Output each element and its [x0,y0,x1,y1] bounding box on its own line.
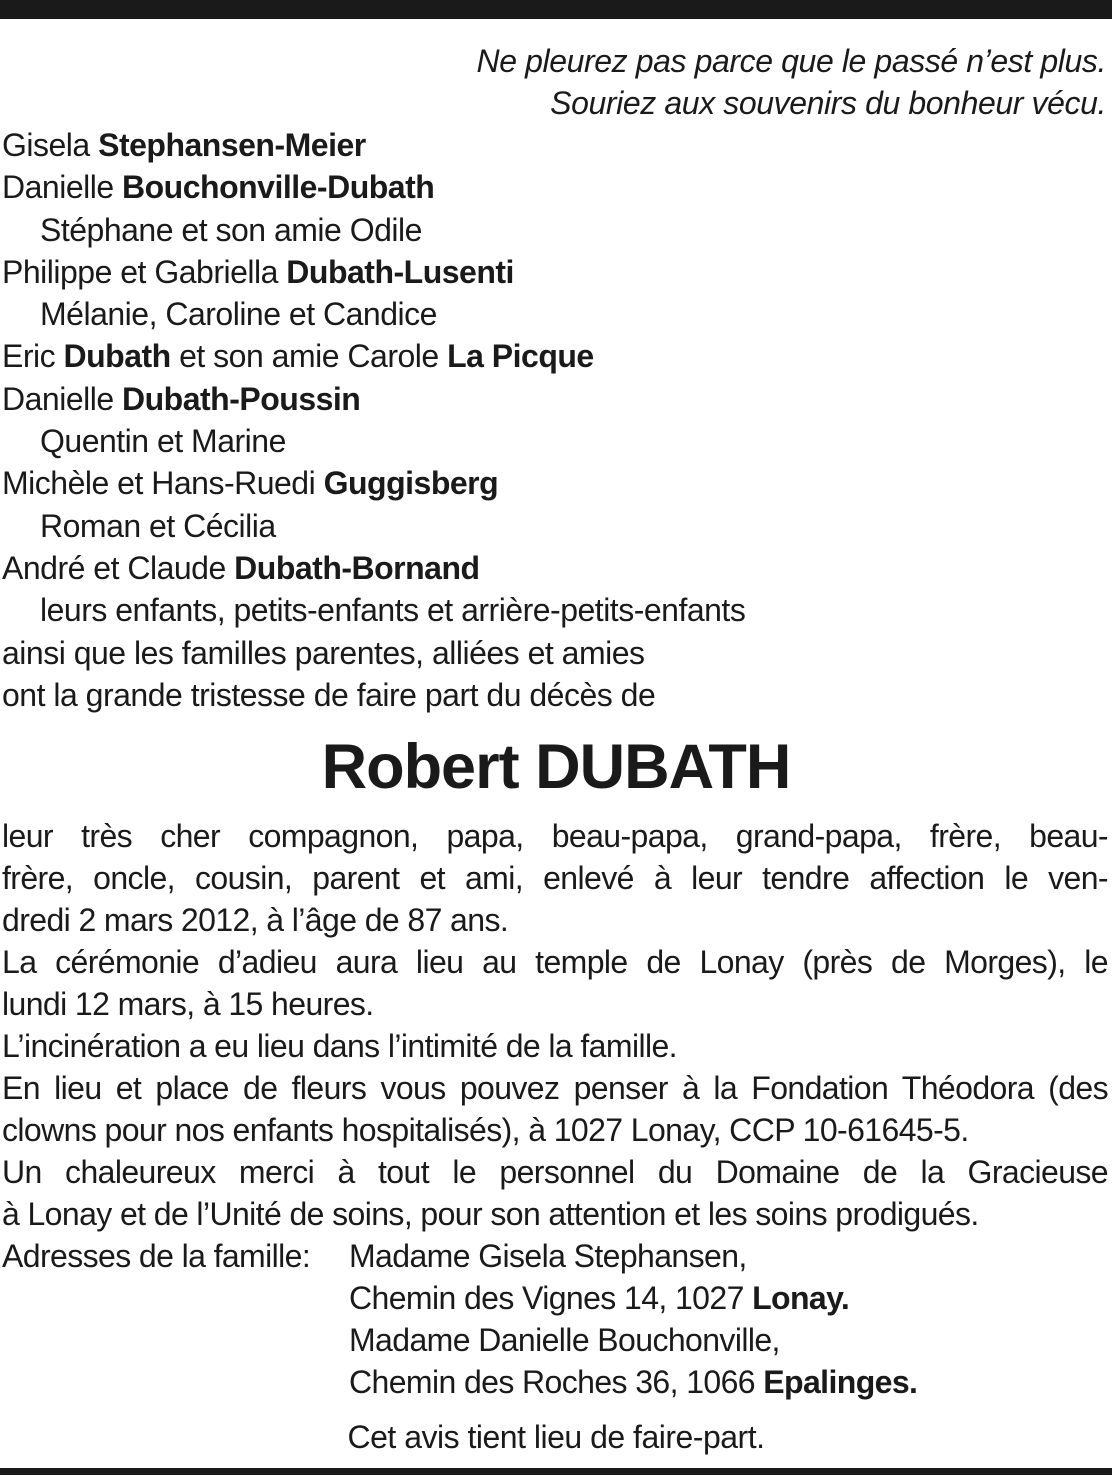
family-given-names: Danielle [2,169,123,206]
family-line [2,251,1102,293]
family-line [2,378,1102,420]
family-given-names: Philippe et Gabriella [2,253,287,290]
paragraph-ceremony-line-2: lundi 12 mars, à 15 heures. [2,986,374,1022]
family-given-names: Eric [2,338,64,375]
family-given-names: Danielle [2,380,123,417]
deceased-name: Robert DUBATH [321,732,791,802]
family-surname: Guggisberg [323,465,499,502]
family-line [2,547,1102,589]
address-1-name: Madame Gisela Stephansen, [349,1238,747,1274]
paragraph-tribute-line-1: leur très cher compagnon, papa, beau-papa, grand-papa, frère, beau- [2,818,1108,854]
family-given-names: ainsi que les familles parentes, alliées et amies [2,634,645,671]
family-line [2,124,1102,166]
family-line [2,335,1102,377]
paragraph-tribute-line-2: frère, oncle, cousin, parent et ami, enlevé à leur tendre affection le ven- [2,860,1108,896]
closing-note: Cet avis tient lieu de faire-part. [347,1419,765,1455]
family-line [2,293,1102,335]
paragraph-donation-line-2: clowns pour nos enfants hospitalisés), à 1027 Lonay, CCP 10-61645-5. [2,1112,969,1148]
family-surname: Bouchonville-Dubath [122,169,435,206]
family-given-names: Stéphane et son amie Odile [40,211,422,248]
address-2-city: Epalinges. [763,1364,918,1400]
family-line [2,632,1102,674]
family-surname: Dubath [63,338,171,375]
family-given-names: Michèle et Hans-Ruedi [2,465,324,502]
family-given-names: Mélanie, Caroline et Candice [40,296,437,333]
address-1-city: Lonay. [752,1280,850,1316]
family-line [2,209,1102,251]
family-given-names: Quentin et Marine [40,423,286,460]
paragraph-donation-line-1: En lieu et place de fleurs vous pouvez penser à la Fondation Théodora (des [2,1070,1108,1106]
family-given-names: leurs enfants, petits-enfants et arrière-petits-enfants [40,592,746,629]
family-surname: Dubath-Poussin [122,380,361,417]
address-1-street [349,1277,917,1319]
family-surname: La Picque [447,338,594,375]
quote-line-2: Souriez aux souvenirs du bonheur vécu. [550,85,1106,121]
top-rule [0,0,1112,19]
family-given-names: André et Claude [2,549,235,586]
addresses-label: Adresses de la famille: [2,1238,311,1274]
bottom-rule [0,1468,1112,1475]
address-2-name: Madame Danielle Bouchonville, [349,1322,780,1358]
family-line [2,589,1102,631]
family-given-names: Roman et Cécilia [40,507,276,544]
family-line [2,674,1102,716]
family-given-names: ont la grande tristesse de faire part du décès de [2,676,656,713]
family-surname: Dubath-Bornand [234,549,480,586]
paragraph-thanks-line-1: Un chaleureux merci à tout le personnel du Domaine de la Gracieuse [2,1154,1108,1190]
address-2-street-text: Chemin des Roches 36, 1066 [349,1364,764,1400]
address-1-street-text: Chemin des Vignes 14, 1027 [349,1280,753,1316]
paragraph-ceremony-line-1: La cérémonie d’adieu aura lieu au temple de Lonay (près de Morges), le [2,944,1108,980]
paragraph-tribute-line-3: dredi 2 mars 2012, à l’âge de 87 ans. [2,902,509,938]
family-line [2,462,1102,504]
notice-body [2,815,1108,1403]
family-given-names: Gisela [2,127,99,163]
address-2-street [349,1361,917,1403]
family-surname: Dubath-Lusenti [286,253,514,290]
family-connector: et son amie Carole [170,338,448,375]
family-surname: Stephansen-Meier [98,127,366,163]
epigraph-quote [476,40,1106,124]
family-line [2,420,1102,462]
family-line [2,505,1102,547]
quote-line-1: Ne pleurez pas parce que le passé n’est plus. [476,43,1106,79]
family-addresses [2,1235,1108,1403]
family-list [2,124,1102,716]
paragraph-incineration: L’incinération a eu lieu dans l’intimité de la famille. [2,1028,677,1064]
paragraph-thanks-line-2: à Lonay et de l’Unité de soins, pour son attention et les soins prodigués. [2,1196,979,1232]
family-line [2,166,1102,208]
